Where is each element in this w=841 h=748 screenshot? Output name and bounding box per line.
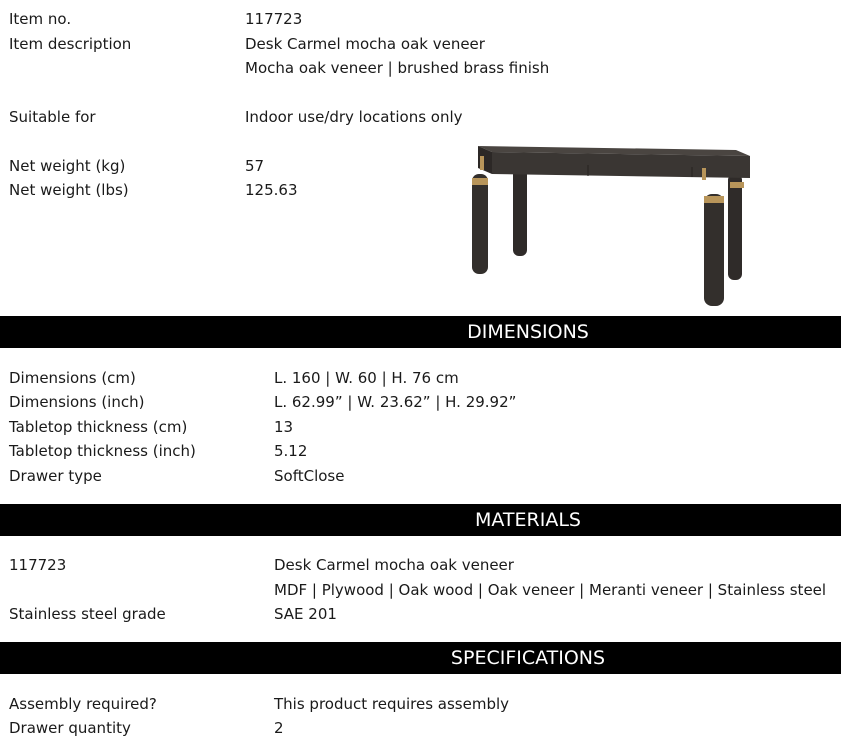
- stainless-steel-grade-label: Stainless steel grade: [9, 605, 166, 623]
- specifications-label: Drawer quantity: [9, 719, 131, 737]
- dimensions-header: [0, 316, 841, 348]
- dimensions-label: Tabletop thickness (cm): [9, 418, 188, 436]
- item-description-finish: Mocha oak veneer | brushed brass finish: [245, 59, 550, 77]
- specifications-title: SPECIFICATIONS: [450, 647, 606, 669]
- specifications-value: 2: [274, 719, 284, 737]
- item-no-row: [0, 7, 841, 31]
- item-no-label: Item no.: [9, 10, 72, 28]
- suitable-for-label: Suitable for: [9, 108, 96, 126]
- materials-header: [0, 504, 841, 536]
- materials-row-2: [0, 578, 841, 602]
- dimensions-label: Dimensions (cm): [9, 369, 136, 387]
- stainless-steel-grade-row: [0, 602, 841, 626]
- specifications-row: [0, 692, 841, 716]
- suitable-for-value: Indoor use/dry locations only: [245, 108, 463, 126]
- dimensions-row: [0, 464, 841, 488]
- dimensions-value: L. 160 | W. 60 | H. 76 cm: [274, 369, 459, 387]
- item-description-row-2: [0, 56, 841, 80]
- materials-list: MDF | Plywood | Oak wood | Oak veneer | Meranti veneer | Stainless steel: [274, 581, 827, 599]
- item-description-value: Desk Carmel mocha oak veneer: [245, 35, 485, 53]
- net-weight-kg-label: Net weight (kg): [9, 157, 126, 175]
- net-weight-lbs-label: Net weight (lbs): [9, 181, 129, 199]
- dimensions-row: [0, 439, 841, 463]
- dimensions-value: SoftClose: [274, 467, 345, 485]
- materials-title: MATERIALS: [475, 509, 581, 531]
- dimensions-value: 5.12: [274, 442, 308, 460]
- dimensions-row: [0, 366, 841, 390]
- dimensions-label: Dimensions (inch): [9, 393, 145, 411]
- item-description-label: Item description: [9, 35, 132, 53]
- dimensions-title: DIMENSIONS: [467, 321, 589, 343]
- specifications-label: Assembly required?: [9, 695, 157, 713]
- suitable-for-row: [0, 105, 841, 129]
- item-no-value: 117723: [245, 10, 303, 28]
- dimensions-row: [0, 415, 841, 439]
- specifications-row: [0, 716, 841, 740]
- materials-item-name: Desk Carmel mocha oak veneer: [274, 556, 514, 574]
- dimensions-value: L. 62.99” | W. 23.62” | H. 29.92”: [274, 393, 517, 411]
- dimensions-label: Tabletop thickness (inch): [9, 442, 196, 460]
- dimensions-row: [0, 390, 841, 414]
- materials-item-label: 117723: [9, 556, 67, 574]
- materials-row: [0, 553, 841, 577]
- net-weight-lbs-value: 125.63: [245, 181, 298, 199]
- dimensions-value: 13: [274, 418, 294, 436]
- net-weight-kg-value: 57: [245, 157, 265, 175]
- product-image: [466, 138, 756, 310]
- dimensions-label: Drawer type: [9, 467, 102, 485]
- specifications-value: This product requires assembly: [274, 695, 510, 713]
- specifications-header: [0, 642, 841, 674]
- item-description-row: [0, 32, 841, 56]
- stainless-steel-grade-value: SAE 201: [274, 605, 337, 623]
